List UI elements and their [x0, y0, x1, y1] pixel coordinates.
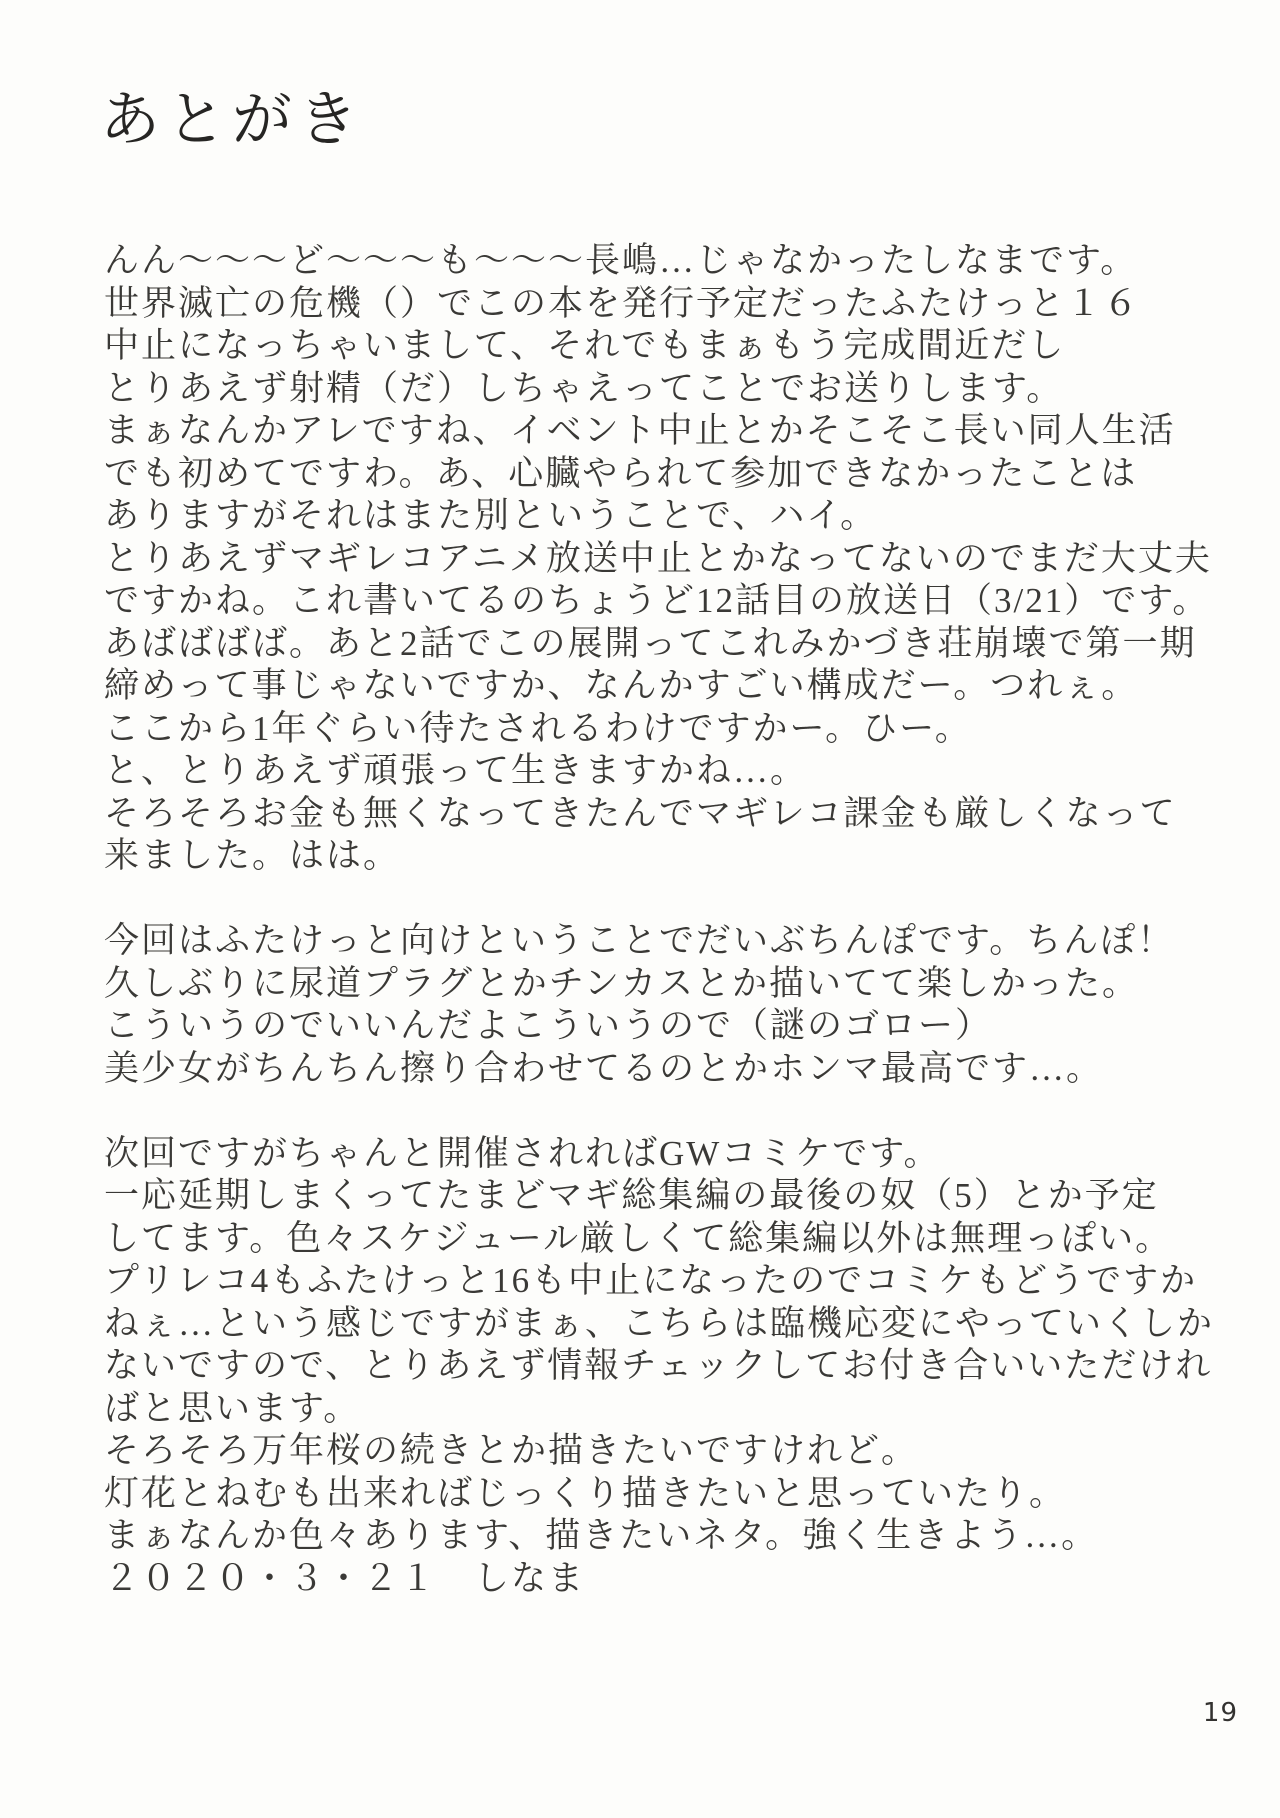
paragraph	[104, 1133, 1215, 1601]
text-line: んん～～～ど～～～も～～～長嶋…じゃなかったしなまです。	[104, 241, 1138, 280]
text-line: まぁなんか色々あります、描きたいネタ。強く生きよう…。	[104, 1516, 1099, 1555]
paragraph	[104, 920, 1194, 1090]
text-line: まぁなんかアレですね、イベント中止とかそこそこ長い同人生活	[104, 411, 1176, 450]
page-title: あとがき	[100, 85, 364, 155]
text-line: そろそろ万年桜の続きとか描きたいですけれど。	[104, 1431, 919, 1470]
text-line: ここから1年ぐらい待たされるわけですかー。ひー。	[104, 708, 972, 748]
text-line: 久しぶりに尿道プラグとかチンカスとか描いてて楽しかった。	[104, 963, 1139, 1003]
text-line: とりあえずマギレコアニメ放送中止とかなってないのでまだ大丈夫	[104, 538, 1212, 578]
text-line: ねぇ…という感じですがまぁ、こちらは臨機応変にやっていくしか	[104, 1303, 1215, 1343]
text-line: と、とりあえず頑張って生きますかね…。	[104, 751, 808, 790]
text-line: ありますがそれはまた別ということで、ハイ。	[104, 496, 878, 535]
text-line: でも初めてですわ。あ、心臓やられて参加できなかったことは	[104, 453, 1138, 493]
text-line: プリレコ4もふたけっと16も中止になったのでコミケもどうですか	[104, 1261, 1198, 1300]
paragraph	[104, 240, 1212, 878]
text-line: 締めって事じゃないですか、なんかすごい構成だー。つれぇ。	[104, 666, 1139, 705]
page-number: 19	[1202, 1698, 1238, 1728]
text-line: こういうのでいいんだよこういうので（謎のゴロー）	[104, 1006, 993, 1045]
text-line: とりあえず射精（だ）しちゃえってことでお送りします。	[104, 368, 1064, 408]
text-line: 今回はふたけっと向けということでだいぶちんぽです。ちんぽ！	[104, 921, 1175, 960]
text-line: 美少女がちんちん擦り合わせてるのとかホンマ最高です…。	[104, 1048, 1104, 1088]
afterword-body	[104, 240, 1215, 1600]
text-line: ですかね。これ書いてるのちょうど12話目の放送日（3/21）です。	[104, 581, 1210, 620]
text-line: あばばばば。あと2話でこの展開ってこれみかづき荘崩壊で第一期	[104, 623, 1197, 663]
text-line: 中止になっちゃいまして、それでもまぁもう完成間近だし	[104, 326, 1066, 365]
text-line: ２０２０・３・２１ しなま	[104, 1558, 586, 1598]
text-line: そろそろお金も無くなってきたんでマギレコ課金も厳しくなって	[104, 793, 1177, 833]
text-line: 次回ですがちゃんと開催されればGWコミケです。	[104, 1133, 941, 1173]
text-line: 一応延期しまくってたまどマギ総集編の最後の奴（5）とか予定	[104, 1176, 1159, 1215]
text-line: してます。色々スケジュール厳しくて総集編以外は無理っぽい。	[104, 1218, 1173, 1258]
text-line: ばと思います。	[104, 1388, 361, 1428]
text-line: ないですので、とりあえず情報チェックしてお付き合いいただけれ	[104, 1346, 1213, 1385]
text-line: 来ました。はは。	[104, 836, 401, 875]
text-line: 世界滅亡の危機（）でこの本を発行予定だったふたけっと１６	[104, 283, 1141, 323]
text-line: 灯花とねむも出来ればじっくり描きたいと思っていたり。	[104, 1473, 1067, 1513]
